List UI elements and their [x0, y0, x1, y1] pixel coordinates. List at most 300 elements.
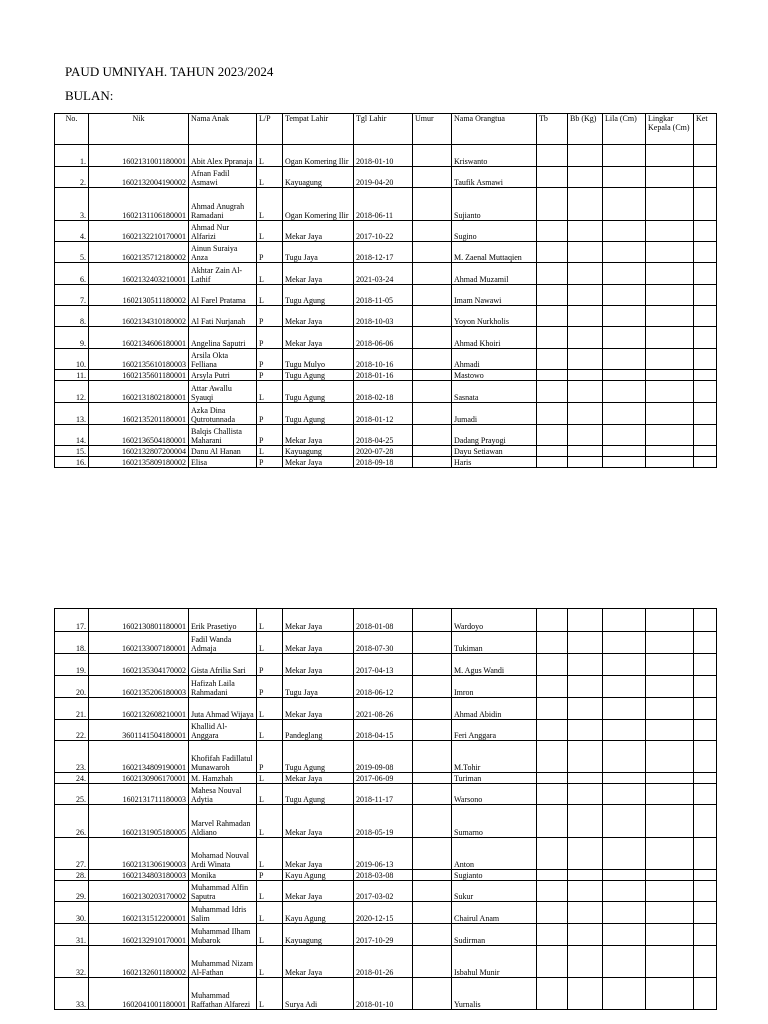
- row-nama-anak: Fadil Wanda Admaja: [189, 632, 257, 654]
- row-nama-orangtua: M.Tohir: [452, 741, 537, 773]
- row-tb: [537, 381, 568, 403]
- row-tb: [537, 306, 568, 327]
- row-tb: [537, 632, 568, 654]
- row-nama-anak: Hafizah Laila Rahmadani: [189, 676, 257, 698]
- row-tgl-lahir: 2020-12-15: [354, 902, 413, 924]
- row-umur: [413, 773, 452, 784]
- row-lp: P: [257, 425, 283, 446]
- row-tgl-lahir: 2019-04-20: [354, 167, 413, 188]
- row-nama-orangtua: Isbahul Munir: [452, 946, 537, 978]
- student-table-page2: [54, 608, 717, 1010]
- row-tgl-lahir: 2017-10-29: [354, 924, 413, 946]
- row-no: 6.: [55, 263, 89, 285]
- row-lingkar-kepala: [646, 805, 694, 838]
- row-ket: [694, 446, 717, 457]
- row-lp: P: [257, 457, 283, 468]
- row-nama-orangtua: Feri Anggara: [452, 720, 537, 741]
- month-label: BULAN:: [65, 88, 114, 103]
- row-ket: [694, 370, 717, 381]
- row-lp: L: [257, 632, 283, 654]
- row-umur: [413, 609, 452, 632]
- row-ket: [694, 425, 717, 446]
- row-lila: [603, 924, 646, 946]
- row-ket: [694, 349, 717, 370]
- row-lila: [603, 609, 646, 632]
- row-nama-anak: Mahesa Nouval Adytia: [189, 784, 257, 805]
- row-lp: L: [257, 145, 283, 167]
- row-lp: L: [257, 446, 283, 457]
- row-tgl-lahir: 2017-03-02: [354, 881, 413, 902]
- row-nik: 1602131001180001: [89, 145, 189, 167]
- row-tgl-lahir: 2018-06-12: [354, 676, 413, 698]
- row-lila: [603, 978, 646, 1010]
- row-lingkar-kepala: [646, 327, 694, 349]
- row-lingkar-kepala: [646, 784, 694, 805]
- row-nik: 1602135610180003: [89, 349, 189, 370]
- row-ket: [694, 188, 717, 221]
- row-nik: 1602134310180002: [89, 306, 189, 327]
- table-row: [55, 838, 717, 870]
- row-no: 14.: [55, 425, 89, 446]
- row-nik: 1602130511180002: [89, 285, 189, 306]
- row-nama-orangtua: Jumadi: [452, 403, 537, 425]
- row-umur: [413, 924, 452, 946]
- table-row: [55, 425, 717, 446]
- table-row: [55, 188, 717, 221]
- row-tb: [537, 784, 568, 805]
- table-row: [55, 403, 717, 425]
- row-bb: [568, 145, 603, 167]
- row-tb: [537, 978, 568, 1010]
- row-nama-orangtua: Dadang Prayogi: [452, 425, 537, 446]
- row-bb: [568, 370, 603, 381]
- row-lila: [603, 457, 646, 468]
- row-tb: [537, 881, 568, 902]
- row-umur: [413, 902, 452, 924]
- table-row: [55, 446, 717, 457]
- row-tb: [537, 654, 568, 676]
- row-nik: 1602135712180002: [89, 242, 189, 263]
- row-tempat-lahir: Mekar Jaya: [283, 632, 354, 654]
- row-lingkar-kepala: [646, 446, 694, 457]
- row-lila: [603, 349, 646, 370]
- row-umur: [413, 805, 452, 838]
- student-table-page1: [54, 113, 717, 468]
- row-no: 20.: [55, 676, 89, 698]
- row-lingkar-kepala: [646, 188, 694, 221]
- row-nik: 1602130203170002: [89, 881, 189, 902]
- row-umur: [413, 188, 452, 221]
- row-no: 18.: [55, 632, 89, 654]
- row-nama-orangtua: Imron: [452, 676, 537, 698]
- row-no: 8.: [55, 306, 89, 327]
- row-bb: [568, 167, 603, 188]
- row-lingkar-kepala: [646, 145, 694, 167]
- table-row: [55, 654, 717, 676]
- col-header-bb: Bb (Kg): [568, 114, 603, 145]
- row-ket: [694, 221, 717, 242]
- row-nama-anak: Abit Alex Ppranaja: [189, 145, 257, 167]
- row-nama-anak: Elisa: [189, 457, 257, 468]
- row-nama-orangtua: Yurnalis: [452, 978, 537, 1010]
- row-nik: 1602133007180001: [89, 632, 189, 654]
- row-tempat-lahir: Mekar Jaya: [283, 609, 354, 632]
- table-row: [55, 784, 717, 805]
- row-tgl-lahir: 2019-06-13: [354, 838, 413, 870]
- row-nama-orangtua: Ahmadi: [452, 349, 537, 370]
- row-nik: 1602041001180001: [89, 978, 189, 1010]
- row-lingkar-kepala: [646, 403, 694, 425]
- row-tempat-lahir: Ogan Komering Ilir: [283, 188, 354, 221]
- row-lingkar-kepala: [646, 902, 694, 924]
- row-nik: 1602132403210001: [89, 263, 189, 285]
- row-lp: L: [257, 167, 283, 188]
- row-umur: [413, 457, 452, 468]
- row-bb: [568, 654, 603, 676]
- row-tgl-lahir: 2017-06-09: [354, 773, 413, 784]
- table-row: [55, 978, 717, 1010]
- row-umur: [413, 242, 452, 263]
- row-nama-anak: Marvel Rahmadan Aldiano: [189, 805, 257, 838]
- row-lp: L: [257, 285, 283, 306]
- table-row: [55, 327, 717, 349]
- row-bb: [568, 773, 603, 784]
- row-nama-anak: Al Fati Nurjanah: [189, 306, 257, 327]
- row-nama-orangtua: Anton: [452, 838, 537, 870]
- row-nama-anak: Muhammad Nizam Al-Fathan: [189, 946, 257, 978]
- col-header-lingkar-kepala: Lingkar Kepala (Cm): [646, 114, 694, 145]
- row-no: 12.: [55, 381, 89, 403]
- row-lp: P: [257, 327, 283, 349]
- row-lingkar-kepala: [646, 870, 694, 881]
- row-umur: [413, 446, 452, 457]
- row-lp: L: [257, 784, 283, 805]
- row-nama-anak: Attar Awallu Syauqi: [189, 381, 257, 403]
- row-ket: [694, 870, 717, 881]
- row-tempat-lahir: Tugu Mulyo: [283, 349, 354, 370]
- row-nama-anak: Afnan Fadil Asmawi: [189, 167, 257, 188]
- row-lingkar-kepala: [646, 838, 694, 870]
- row-no: 31.: [55, 924, 89, 946]
- row-nama-anak: Khofifah Fadillatul Munawaroh: [189, 741, 257, 773]
- row-lila: [603, 720, 646, 741]
- row-no: 33.: [55, 978, 89, 1010]
- row-nik: 1602131802180001: [89, 381, 189, 403]
- row-lila: [603, 632, 646, 654]
- row-nik: 1602136504180001: [89, 425, 189, 446]
- row-ket: [694, 609, 717, 632]
- row-nama-orangtua: Tukiman: [452, 632, 537, 654]
- row-tgl-lahir: 2018-03-08: [354, 870, 413, 881]
- row-umur: [413, 698, 452, 720]
- row-tempat-lahir: Tugu Jaya: [283, 676, 354, 698]
- row-nama-orangtua: Chairul Anam: [452, 902, 537, 924]
- row-nama-orangtua: Sasnata: [452, 381, 537, 403]
- row-nama-anak: Ahmad Nur Alfarizi: [189, 221, 257, 242]
- row-lila: [603, 167, 646, 188]
- row-nik: 1602135809180002: [89, 457, 189, 468]
- row-umur: [413, 978, 452, 1010]
- col-header-tb: Tb: [537, 114, 568, 145]
- row-tgl-lahir: 2018-10-16: [354, 349, 413, 370]
- row-ket: [694, 773, 717, 784]
- row-umur: [413, 741, 452, 773]
- row-lp: L: [257, 773, 283, 784]
- row-bb: [568, 188, 603, 221]
- col-header-no: No.: [55, 114, 89, 145]
- row-lingkar-kepala: [646, 221, 694, 242]
- table-row: [55, 242, 717, 263]
- row-lp: P: [257, 403, 283, 425]
- row-umur: [413, 676, 452, 698]
- row-nik: 1602131711180003: [89, 784, 189, 805]
- row-tempat-lahir: Mekar Jaya: [283, 946, 354, 978]
- row-lingkar-kepala: [646, 773, 694, 784]
- row-no: 27.: [55, 838, 89, 870]
- row-tb: [537, 870, 568, 881]
- table-header-row: [55, 114, 717, 145]
- col-header-lila: Lila (Cm): [603, 114, 646, 145]
- row-bb: [568, 221, 603, 242]
- row-bb: [568, 978, 603, 1010]
- row-nik: 1602134606180001: [89, 327, 189, 349]
- row-lingkar-kepala: [646, 167, 694, 188]
- row-no: 22.: [55, 720, 89, 741]
- row-tempat-lahir: Tugu Agung: [283, 403, 354, 425]
- row-tempat-lahir: Kayuagung: [283, 446, 354, 457]
- row-bb: [568, 741, 603, 773]
- row-bb: [568, 902, 603, 924]
- row-bb: [568, 805, 603, 838]
- row-no: 2.: [55, 167, 89, 188]
- row-lingkar-kepala: [646, 242, 694, 263]
- row-no: 17.: [55, 609, 89, 632]
- row-nama-anak: Muhammad Raffathan Alfarezi: [189, 978, 257, 1010]
- row-ket: [694, 263, 717, 285]
- row-lila: [603, 381, 646, 403]
- row-lila: [603, 221, 646, 242]
- row-lila: [603, 306, 646, 327]
- row-lp: L: [257, 263, 283, 285]
- col-header-tempat-lahir: Tempat Lahir: [283, 114, 354, 145]
- row-bb: [568, 349, 603, 370]
- row-ket: [694, 978, 717, 1010]
- row-tempat-lahir: Mekar Jaya: [283, 881, 354, 902]
- row-umur: [413, 349, 452, 370]
- table-row: [55, 381, 717, 403]
- row-nik: 1602134809190001: [89, 741, 189, 773]
- row-nik: 1602130801180001: [89, 609, 189, 632]
- row-bb: [568, 784, 603, 805]
- row-bb: [568, 381, 603, 403]
- row-tempat-lahir: Mekar Jaya: [283, 327, 354, 349]
- row-tb: [537, 720, 568, 741]
- row-tempat-lahir: Kayu Agung: [283, 870, 354, 881]
- row-no: 30.: [55, 902, 89, 924]
- table-row: [55, 285, 717, 306]
- row-nama-anak: Akhtar Zain Al-Lathif: [189, 263, 257, 285]
- table-row: [55, 632, 717, 654]
- row-lp: P: [257, 349, 283, 370]
- row-lingkar-kepala: [646, 881, 694, 902]
- row-tempat-lahir: Mekar Jaya: [283, 457, 354, 468]
- row-ket: [694, 654, 717, 676]
- row-tb: [537, 946, 568, 978]
- row-lp: P: [257, 370, 283, 381]
- row-bb: [568, 870, 603, 881]
- row-nama-anak: Juta Ahmad Wijaya: [189, 698, 257, 720]
- row-tb: [537, 805, 568, 838]
- row-lingkar-kepala: [646, 978, 694, 1010]
- row-lingkar-kepala: [646, 306, 694, 327]
- row-nik: 1602135601180001: [89, 370, 189, 381]
- row-tgl-lahir: 2018-11-05: [354, 285, 413, 306]
- row-lp: P: [257, 654, 283, 676]
- row-lingkar-kepala: [646, 946, 694, 978]
- table-row: [55, 741, 717, 773]
- row-tgl-lahir: 2017-10-22: [354, 221, 413, 242]
- table-row: [55, 145, 717, 167]
- row-tempat-lahir: Mekar Jaya: [283, 773, 354, 784]
- row-tb: [537, 263, 568, 285]
- row-nama-orangtua: Haris: [452, 457, 537, 468]
- row-umur: [413, 838, 452, 870]
- row-lp: L: [257, 381, 283, 403]
- table-row: [55, 370, 717, 381]
- row-nik: 1602134803180003: [89, 870, 189, 881]
- row-ket: [694, 632, 717, 654]
- row-nama-orangtua: Dayu Setiawan: [452, 446, 537, 457]
- row-tempat-lahir: Tugu Agung: [283, 285, 354, 306]
- row-nama-orangtua: Sugino: [452, 221, 537, 242]
- col-header-umur: Umur: [413, 114, 452, 145]
- table-row: [55, 946, 717, 978]
- row-no: 7.: [55, 285, 89, 306]
- row-bb: [568, 446, 603, 457]
- row-umur: [413, 881, 452, 902]
- row-lila: [603, 773, 646, 784]
- row-lila: [603, 698, 646, 720]
- row-bb: [568, 242, 603, 263]
- row-ket: [694, 838, 717, 870]
- row-ket: [694, 457, 717, 468]
- row-tgl-lahir: 2021-03-24: [354, 263, 413, 285]
- row-nik: 1602131512200001: [89, 902, 189, 924]
- row-tb: [537, 349, 568, 370]
- row-no: 1.: [55, 145, 89, 167]
- row-tgl-lahir: 2018-06-11: [354, 188, 413, 221]
- row-nama-anak: Azka Dina Qutrotunnada: [189, 403, 257, 425]
- row-ket: [694, 306, 717, 327]
- row-no: 11.: [55, 370, 89, 381]
- row-tempat-lahir: Kayu Agung: [283, 902, 354, 924]
- row-tempat-lahir: Kayuagung: [283, 924, 354, 946]
- row-tgl-lahir: 2018-09-18: [354, 457, 413, 468]
- row-ket: [694, 881, 717, 902]
- row-no: 21.: [55, 698, 89, 720]
- row-nik: 1602130906170001: [89, 773, 189, 784]
- row-tgl-lahir: 2018-05-19: [354, 805, 413, 838]
- row-tgl-lahir: 2021-08-26: [354, 698, 413, 720]
- row-lila: [603, 838, 646, 870]
- row-lp: L: [257, 805, 283, 838]
- row-nama-anak: Mohamad Nouval Ardi Winata: [189, 838, 257, 870]
- table-row: [55, 167, 717, 188]
- row-ket: [694, 327, 717, 349]
- row-lingkar-kepala: [646, 263, 694, 285]
- row-no: 23.: [55, 741, 89, 773]
- table-row: [55, 870, 717, 881]
- row-umur: [413, 870, 452, 881]
- row-umur: [413, 285, 452, 306]
- row-tgl-lahir: 2018-07-30: [354, 632, 413, 654]
- row-ket: [694, 741, 717, 773]
- row-nama-anak: Arsila Okta Felliana: [189, 349, 257, 370]
- row-tgl-lahir: 2018-04-25: [354, 425, 413, 446]
- row-bb: [568, 327, 603, 349]
- row-lila: [603, 370, 646, 381]
- row-tgl-lahir: 2018-04-15: [354, 720, 413, 741]
- row-tb: [537, 609, 568, 632]
- row-tgl-lahir: 2018-01-26: [354, 946, 413, 978]
- row-lp: L: [257, 924, 283, 946]
- row-nik: 1602132910170001: [89, 924, 189, 946]
- table-row: [55, 698, 717, 720]
- col-header-tgl-lahir: Tgl Lahir: [354, 114, 413, 145]
- row-tb: [537, 698, 568, 720]
- row-lingkar-kepala: [646, 381, 694, 403]
- row-umur: [413, 632, 452, 654]
- row-ket: [694, 784, 717, 805]
- col-header-ket: Ket: [694, 114, 717, 145]
- row-nama-orangtua: Ahmad Khoiri: [452, 327, 537, 349]
- row-no: 32.: [55, 946, 89, 978]
- row-lp: L: [257, 946, 283, 978]
- row-tgl-lahir: 2018-01-10: [354, 145, 413, 167]
- row-nama-anak: Muhammad Idris Salim: [189, 902, 257, 924]
- row-nama-anak: Muhammad Ilham Mubarok: [189, 924, 257, 946]
- row-nama-orangtua: Mastowo: [452, 370, 537, 381]
- row-bb: [568, 425, 603, 446]
- row-nama-orangtua: Taufik Asmawi: [452, 167, 537, 188]
- row-umur: [413, 720, 452, 741]
- row-lila: [603, 327, 646, 349]
- row-umur: [413, 946, 452, 978]
- row-nama-orangtua: Ahmad Abidin: [452, 698, 537, 720]
- row-nama-anak: Angelina Saputri: [189, 327, 257, 349]
- row-bb: [568, 457, 603, 468]
- row-tempat-lahir: Mekar Jaya: [283, 263, 354, 285]
- table-row: [55, 805, 717, 838]
- row-bb: [568, 720, 603, 741]
- row-tb: [537, 773, 568, 784]
- row-nama-anak: Monika: [189, 870, 257, 881]
- row-ket: [694, 946, 717, 978]
- row-nik: 1602135206180003: [89, 676, 189, 698]
- row-ket: [694, 924, 717, 946]
- row-no: 25.: [55, 784, 89, 805]
- row-nik: 1602135201180001: [89, 403, 189, 425]
- row-lingkar-kepala: [646, 676, 694, 698]
- row-nik: 1602131306190003: [89, 838, 189, 870]
- row-umur: [413, 327, 452, 349]
- row-umur: [413, 221, 452, 242]
- row-lp: L: [257, 881, 283, 902]
- row-no: 9.: [55, 327, 89, 349]
- row-lila: [603, 902, 646, 924]
- row-umur: [413, 167, 452, 188]
- row-tb: [537, 370, 568, 381]
